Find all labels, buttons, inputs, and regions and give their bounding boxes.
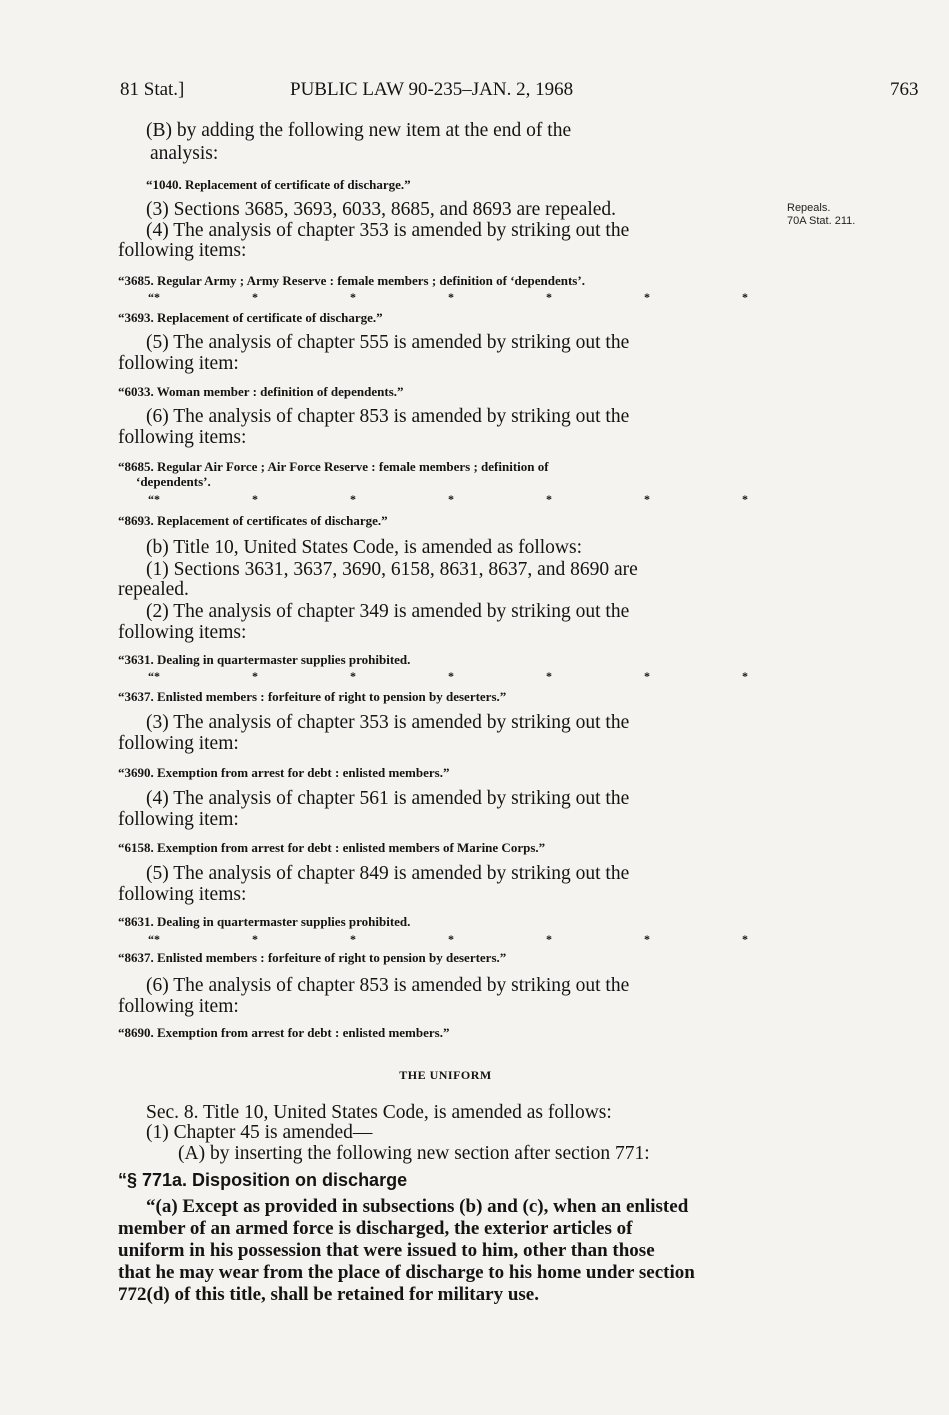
header-citation: 81 Stat.] (120, 79, 185, 100)
analysis-item: “8637. Enlisted members : forfeiture of right to pension by deserters.” (118, 950, 507, 965)
paragraph-cont: following items: (118, 427, 247, 448)
paragraph: (b) Title 10, United States Code, is amended as follows: (146, 537, 583, 558)
paragraph-cont: following item: (118, 809, 239, 830)
paragraph-cont: following items: (118, 622, 247, 643)
paragraph: (3) Sections 3685, 3693, 6033, 8685, and 8693 are repealed. (146, 199, 617, 220)
ellipsis-stars: “* * * * * * * (148, 492, 748, 506)
analysis-item: “8693. Replacement of certificates of discharge.” (118, 513, 388, 528)
analysis-item: “3693. Replacement of certificate of discharge.” (118, 310, 383, 325)
paragraph: (2) The analysis of chapter 349 is amended by striking out the (146, 601, 630, 622)
statute-text: member of an armed force is discharged, the exterior articles of (118, 1218, 633, 1239)
new-section-title: “§ 771a. Disposition on discharge (118, 1170, 408, 1190)
analysis-item: “3637. Enlisted members : forfeiture of right to pension by deserters.” (118, 689, 507, 704)
paragraph: (A) by inserting the following new section after section 771: (178, 1143, 650, 1164)
analysis-item-cont: ‘dependents’. (136, 474, 211, 489)
paragraph-cont: following items: (118, 884, 247, 905)
ellipsis-stars: “* * * * * * * (148, 932, 748, 946)
page-number: 763 (890, 79, 919, 100)
paragraph: (5) The analysis of chapter 555 is amended by striking out the (146, 332, 630, 353)
analysis-item: “8631. Dealing in quartermaster supplies prohibited. (118, 914, 411, 929)
paragraph-cont: following item: (118, 733, 239, 754)
ellipsis-stars: “* * * * * * * (148, 290, 748, 304)
paragraph-cont: repealed. (118, 579, 189, 600)
analysis-item: “3631. Dealing in quartermaster supplies prohibited. (118, 652, 411, 667)
section-intro: Sec. 8. Title 10, United States Code, is amended as follows: (146, 1102, 612, 1123)
analysis-item: “3690. Exemption from arrest for debt : enlisted members.” (118, 765, 450, 780)
margin-note-line: 70A Stat. 211. (787, 215, 856, 227)
paragraph: (1) Chapter 45 is amended— (146, 1122, 373, 1143)
header-title: PUBLIC LAW 90-235–JAN. 2, 1968 (290, 79, 574, 100)
paragraph: (6) The analysis of chapter 853 is amended by striking out the (146, 406, 630, 427)
analysis-item: “1040. Replacement of certificate of discharge.” (146, 177, 411, 192)
paragraph-cont: following item: (118, 996, 239, 1017)
margin-note-line: Repeals. (787, 202, 831, 214)
paragraph: (4) The analysis of chapter 353 is amended by striking out the (146, 220, 630, 241)
analysis-item: “6033. Woman member : definition of dependents.” (118, 384, 404, 399)
statute-text: uniform in his possession that were issued to him, other than those (118, 1240, 655, 1261)
paragraph: (6) The analysis of chapter 853 is amended by striking out the (146, 975, 630, 996)
analysis-item: “6158. Exemption from arrest for debt : enlisted members of Marine Corps.” (118, 840, 546, 855)
statute-text: that he may wear from the place of discharge to his home under section (118, 1262, 695, 1283)
statute-text: 772(d) of this title, shall be retained for military use. (118, 1284, 539, 1305)
paragraph: (4) The analysis of chapter 561 is amended by striking out the (146, 788, 630, 809)
paragraph: (B) by adding the following new item at the end of the (146, 120, 572, 141)
analysis-item: “8685. Regular Air Force ; Air Force Reserve : female members ; definition of (118, 459, 549, 474)
paragraph-cont: following items: (118, 240, 247, 261)
section-heading: THE UNIFORM (399, 1068, 492, 1082)
analysis-item: “8690. Exemption from arrest for debt : enlisted members.” (118, 1025, 450, 1040)
paragraph: (1) Sections 3631, 3637, 3690, 6158, 8631, 8637, and 8690 are (146, 559, 638, 580)
analysis-item: “3685. Regular Army ; Army Reserve : female members ; definition of ‘dependents’. (118, 273, 585, 288)
statute-text: “(a) Except as provided in subsections (b) and (c), when an enlisted (146, 1196, 689, 1217)
ellipsis-stars: “* * * * * * * (148, 669, 748, 683)
paragraph: (3) The analysis of chapter 353 is amended by striking out the (146, 712, 630, 733)
paragraph-cont: analysis: (150, 143, 219, 164)
paragraph: (5) The analysis of chapter 849 is amended by striking out the (146, 863, 630, 884)
paragraph-cont: following item: (118, 353, 239, 374)
